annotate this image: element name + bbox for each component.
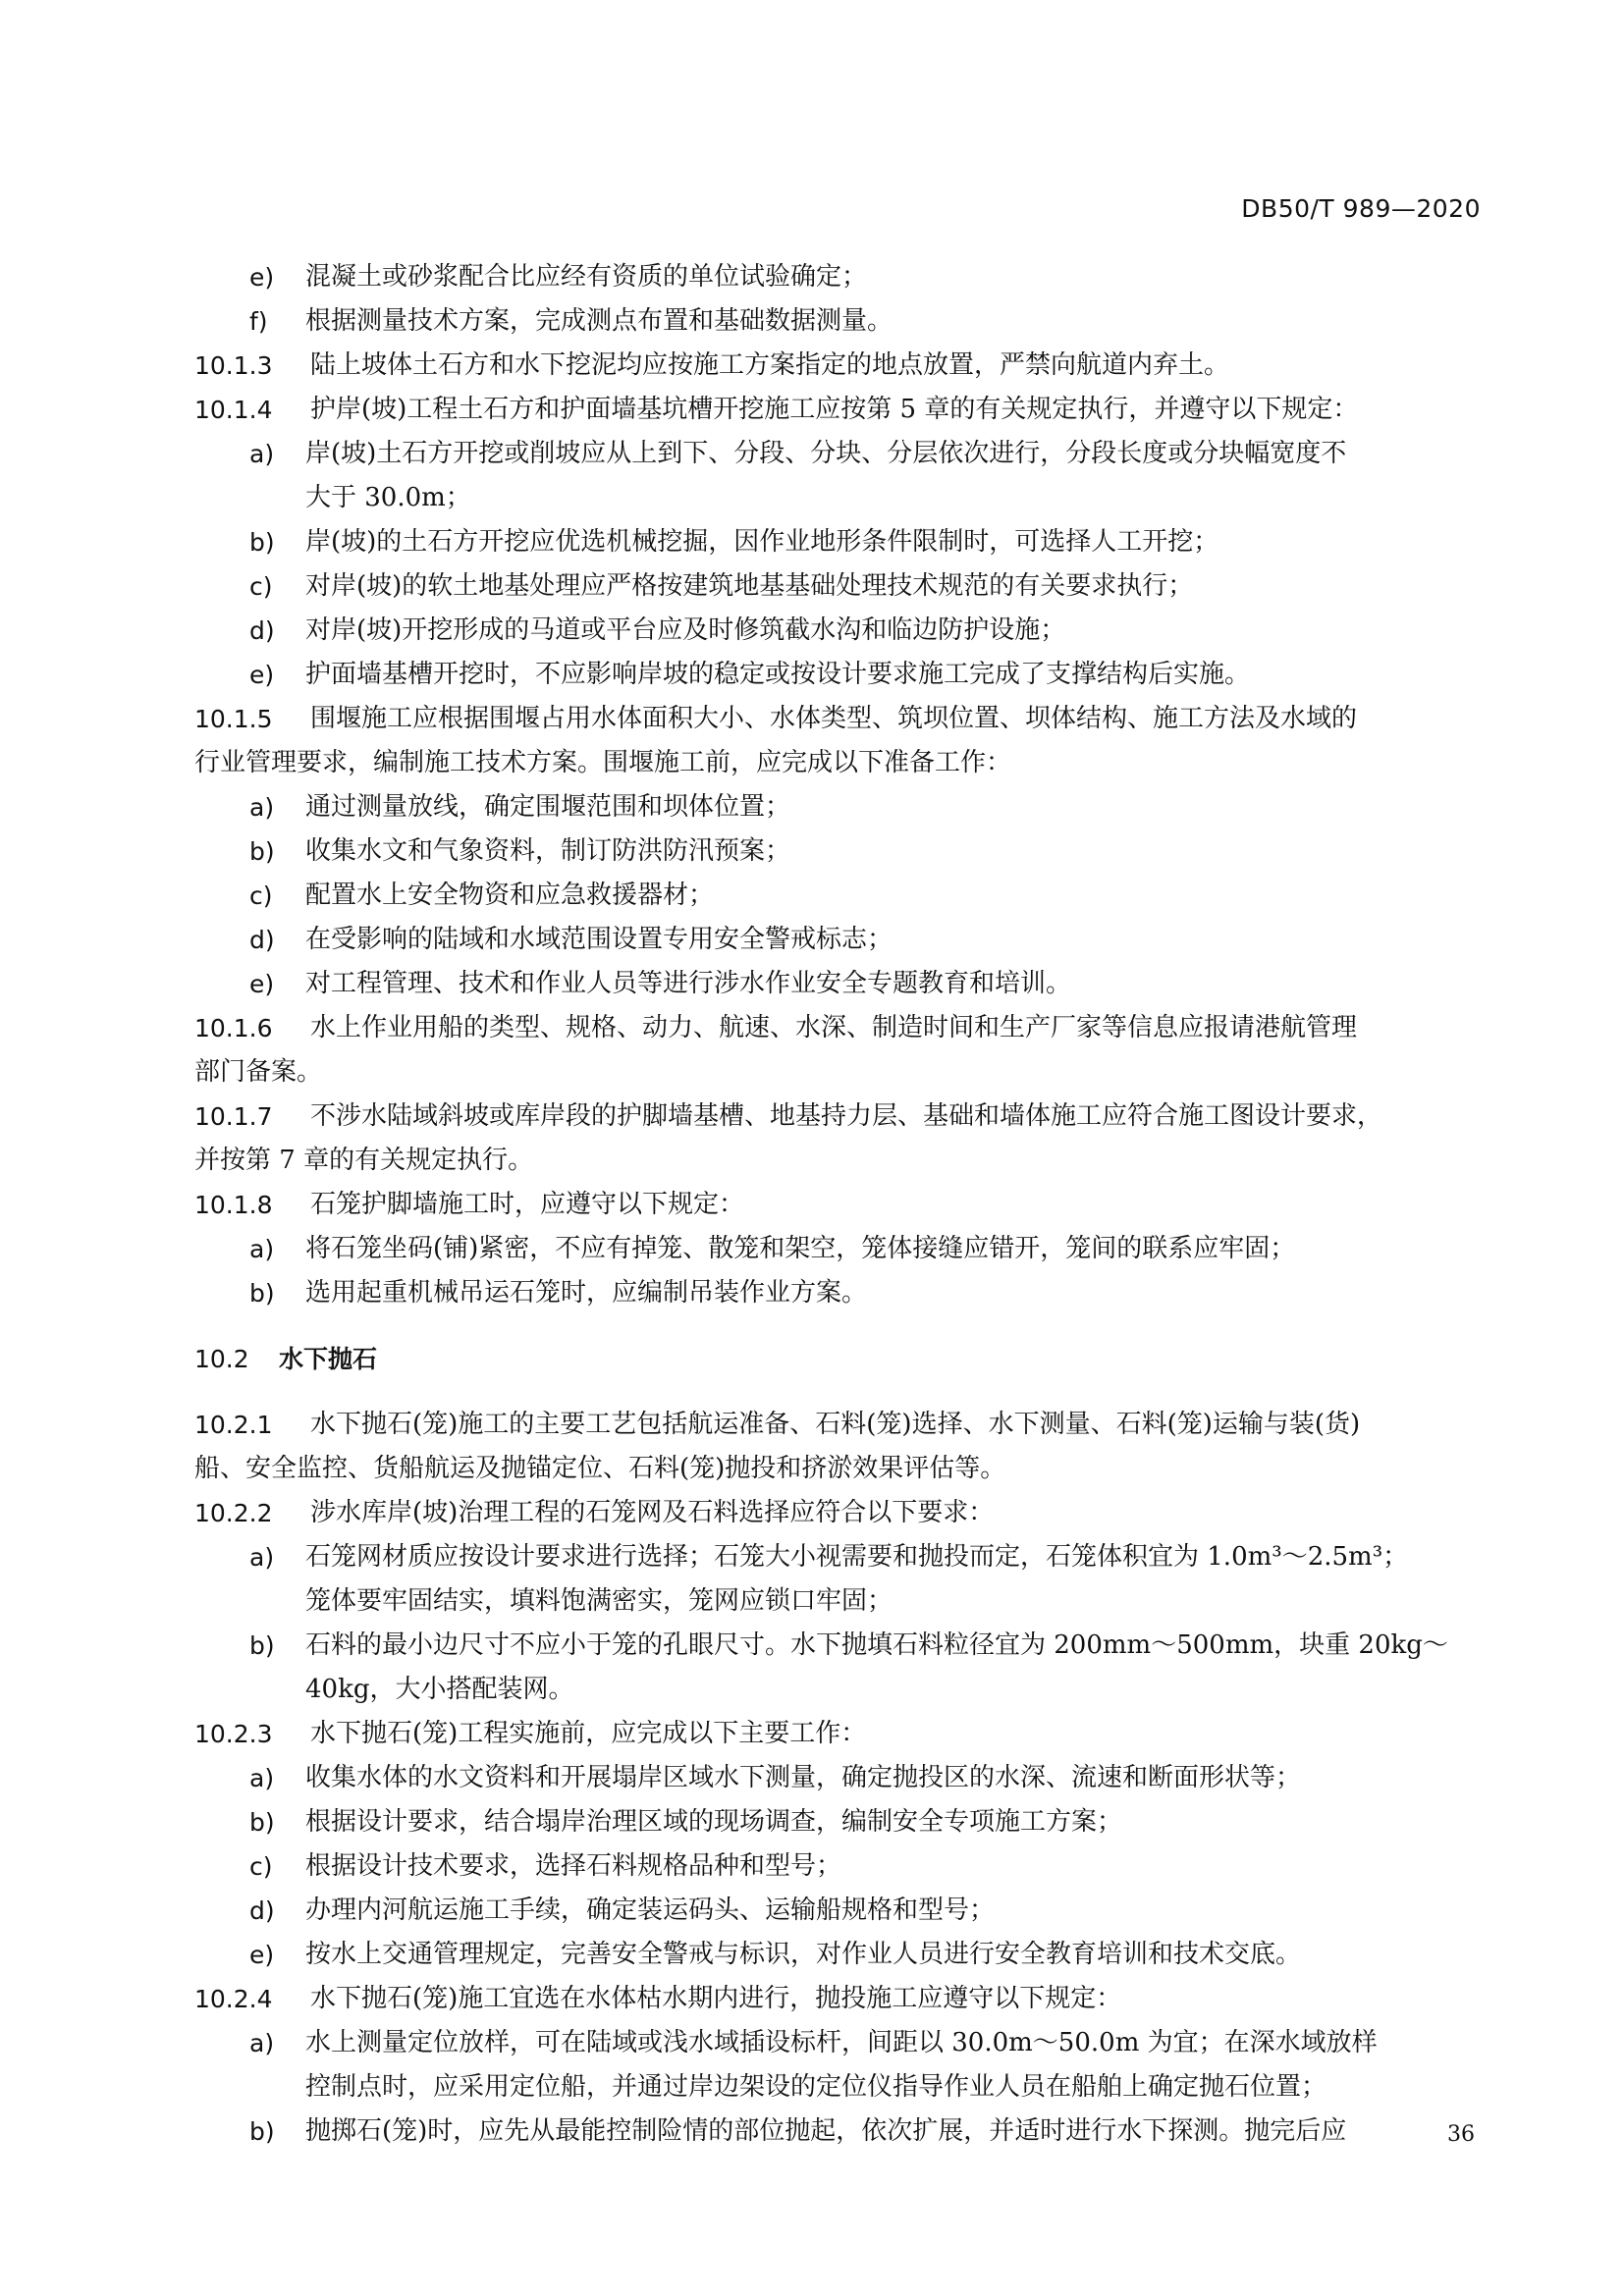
line-text: 水下抛石(笼)施工的主要工艺包括航运准备、石料(笼)选择、水下测量、石料(笼)运输与装(货)	[310, 1410, 1361, 1439]
list-item	[194, 609, 1481, 653]
line-text: 岸(坡)的土石方开挖应优选机械挖掘，因作业地形条件限制时，可选择人工开挖；	[305, 527, 1219, 557]
list-item	[194, 1227, 1481, 1271]
clause-line	[194, 1006, 1481, 1050]
list-item-label: b)	[249, 1279, 275, 1308]
list-item-label: d)	[249, 1896, 275, 1925]
list-item-label: b)	[249, 1631, 275, 1660]
clause-number: 10.1.8	[194, 1191, 273, 1219]
list-item	[194, 1271, 1481, 1315]
clause-number: 10.2.1	[194, 1411, 273, 1439]
line-text: 水上作业用船的类型、规格、动力、航速、水深、制造时间和生产厂家等信息应报请港航管理	[310, 1013, 1358, 1042]
clause-number: 10.1.4	[194, 396, 273, 424]
line-text: 围堰施工应根据围堰占用水体面积大小、水体类型、筑坝位置、坝体结构、施工方法及水域的	[310, 704, 1358, 733]
page-number: 36	[1447, 2122, 1475, 2147]
paragraph-gap	[194, 1381, 1481, 1403]
list-item-label: b)	[249, 528, 275, 557]
line-text: 护面墙基槽开挖时，不应影响岸坡的稳定或按设计要求施工完成了支撑结构后实施。	[305, 660, 1251, 689]
list-item-label: f)	[249, 307, 268, 336]
list-item-continuation	[194, 2065, 1481, 2109]
list-item	[194, 918, 1481, 962]
line-text: 收集水文和气象资料，制订防洪防汛预案；	[305, 836, 791, 866]
line-text: 大于 30.0m；	[305, 483, 471, 512]
clause-line	[194, 1977, 1481, 2021]
line-text: 办理内河航运施工手续，确定装运码头、运输船规格和型号；	[305, 1896, 996, 1925]
list-item	[194, 1933, 1481, 1977]
section-number: 10.2	[194, 1345, 249, 1373]
line-text: 岸(坡)土石方开挖或削坡应从上到下、分段、分块、分层依次进行，分段长度或分块幅宽度不	[305, 439, 1347, 468]
list-item	[194, 874, 1481, 918]
clause-line	[194, 344, 1481, 388]
section-title: 水下抛石	[279, 1345, 378, 1373]
list-item	[194, 1535, 1481, 1579]
clause-number: 10.1.5	[194, 705, 273, 733]
line-text: 并按第 7 章的有关规定执行。	[194, 1146, 534, 1175]
line-text: 对岸(坡)的软土地基处理应严格按建筑地基基础处理技术规范的有关要求执行；	[305, 571, 1194, 601]
list-item-label: e)	[249, 263, 275, 292]
line-text: 根据设计技术要求，选择石料规格品种和型号；	[305, 1851, 842, 1881]
clause-line	[194, 1491, 1481, 1535]
list-item	[194, 1624, 1481, 1668]
line-text: 行业管理要求，编制施工技术方案。围堰施工前，应完成以下准备工作：	[194, 748, 1012, 777]
list-item-label: a)	[249, 440, 275, 468]
list-item	[194, 962, 1481, 1006]
list-item-label: b)	[249, 2117, 275, 2146]
clause-continuation-line	[194, 1050, 1481, 1095]
list-item-label: a)	[249, 1235, 275, 1263]
list-item	[194, 1889, 1481, 1933]
list-item-label: b)	[249, 837, 275, 866]
line-text: 控制点时，应采用定位船，并通过岸边架设的定位仪指导作业人员在船舶上确定抛石位置；	[305, 2072, 1327, 2102]
clause-line	[194, 1403, 1481, 1447]
list-item	[194, 1844, 1481, 1889]
line-text: 配置水上安全物资和应急救援器材；	[305, 881, 715, 910]
line-text: 涉水库岸(坡)治理工程的石笼网及石料选择应符合以下要求：	[310, 1498, 995, 1527]
clause-number: 10.2.2	[194, 1499, 273, 1527]
clause-number: 10.1.7	[194, 1102, 273, 1131]
paragraph-gap	[194, 1315, 1481, 1337]
list-item	[194, 1800, 1481, 1844]
clause-continuation-line	[194, 1447, 1481, 1491]
line-text: 通过测量放线，确定围堰范围和坝体位置；	[305, 792, 791, 822]
list-item	[194, 255, 1481, 299]
list-item-label: a)	[249, 1543, 275, 1572]
line-text: 石笼网材质应按设计要求进行选择；石笼大小视需要和抛投而定，石笼体积宜为 1.0m³～2.5m³；	[305, 1542, 1409, 1572]
list-item	[194, 785, 1481, 829]
list-item-continuation	[194, 1668, 1481, 1712]
line-text: 水下抛石(笼)施工宜选在水体枯水期内进行，抛投施工应遵守以下规定：	[310, 1984, 1122, 2013]
line-text: 抛掷石(笼)时，应先从最能控制险情的部位抛起，依次扩展，并适时进行水下探测。抛完后应	[305, 2116, 1347, 2146]
list-item-label: e)	[249, 970, 275, 998]
list-item-label: c)	[249, 1852, 273, 1881]
section-heading	[194, 1337, 1481, 1381]
clause-number: 10.1.6	[194, 1014, 273, 1042]
line-text: 收集水体的水文资料和开展塌岸区域水下测量，确定抛投区的水深、流速和断面形状等；	[305, 1763, 1302, 1792]
clause-line	[194, 697, 1481, 741]
line-text: 部门备案。	[194, 1057, 323, 1087]
list-item-continuation	[194, 1579, 1481, 1624]
line-text: 根据测量技术方案，完成测点布置和基础数据测量。	[305, 306, 893, 336]
list-item-label: a)	[249, 2029, 275, 2057]
line-text: 选用起重机械吊运石笼时，应编制吊装作业方案。	[305, 1278, 868, 1308]
list-item	[194, 1756, 1481, 1800]
list-item	[194, 432, 1481, 476]
list-item-label: e)	[249, 1941, 275, 1969]
line-text: 陆上坡体土石方和水下挖泥均应按施工方案指定的地点放置，严禁向航道内弃土。	[310, 350, 1230, 380]
list-item-label: b)	[249, 1808, 275, 1837]
line-text: 在受影响的陆域和水域范围设置专用安全警戒标志；	[305, 925, 893, 954]
document-code: DB50/T 989—2020	[1241, 194, 1481, 223]
list-item-label: e)	[249, 661, 275, 689]
line-text: 石笼护脚墙施工时，应遵守以下规定：	[310, 1190, 745, 1219]
list-item	[194, 653, 1481, 697]
clause-line	[194, 1095, 1481, 1139]
list-item-continuation	[194, 476, 1481, 520]
clause-line	[194, 1183, 1481, 1227]
line-text: 按水上交通管理规定，完善安全警戒与标识，对作业人员进行安全教育培训和技术交底。	[305, 1940, 1302, 1969]
clause-number: 10.2.3	[194, 1720, 273, 1748]
document-body	[194, 255, 1481, 2154]
line-text: 水上测量定位放样，可在陆域或浅水域插设标杆，间距以 30.0m～50.0m 为宜；在深水域放样	[305, 2028, 1378, 2057]
list-item	[194, 2021, 1481, 2065]
clause-number: 10.1.3	[194, 351, 273, 380]
list-item	[194, 299, 1481, 344]
clause-continuation-line	[194, 741, 1481, 785]
line-text: 船、安全监控、货船航运及抛锚定位、石料(笼)抛投和挤淤效果评估等。	[194, 1454, 1006, 1483]
list-item	[194, 829, 1481, 874]
list-item-label: d)	[249, 926, 275, 954]
list-item-label: c)	[249, 572, 273, 601]
line-text: 护岸(坡)工程土石方和护面墙基坑槽开挖施工应按第 5 章的有关规定执行，并遵守以下规定：	[310, 395, 1359, 424]
clause-line	[194, 388, 1481, 432]
clause-continuation-line	[194, 1139, 1481, 1183]
line-text: 石料的最小边尺寸不应小于笼的孔眼尺寸。水下抛填石料粒径宜为 200mm～500mm，块重 20kg～	[305, 1630, 1448, 1660]
line-text: 水下抛石(笼)工程实施前，应完成以下主要工作：	[310, 1719, 867, 1748]
list-item-label: a)	[249, 793, 275, 822]
line-text: 对工程管理、技术和作业人员等进行涉水作业安全专题教育和培训。	[305, 969, 1072, 998]
line-text: 对岸(坡)开挖形成的马道或平台应及时修筑截水沟和临边防护设施；	[305, 615, 1066, 645]
list-item	[194, 2109, 1481, 2154]
list-item-label: c)	[249, 881, 273, 910]
line-text: 将石笼坐码(铺)紧密，不应有掉笼、散笼和架空，笼体接缝应错开，笼间的联系应牢固；	[305, 1234, 1296, 1263]
line-text: 根据设计要求，结合塌岸治理区域的现场调查，编制安全专项施工方案；	[305, 1807, 1123, 1837]
line-text: 40kg，大小搭配装网。	[305, 1675, 574, 1704]
line-text: 混凝土或砂浆配合比应经有资质的单位试验确定；	[305, 262, 868, 292]
clause-line	[194, 1712, 1481, 1756]
line-text: 不涉水陆域斜坡或库岸段的护脚墙基槽、地基持力层、基础和墙体施工应符合施工图设计要求，	[310, 1101, 1383, 1131]
list-item	[194, 564, 1481, 609]
list-item-label: a)	[249, 1764, 275, 1792]
clause-number: 10.2.4	[194, 1985, 273, 2013]
list-item	[194, 520, 1481, 564]
line-text: 笼体要牢固结实，填料饱满密实，笼网应锁口牢固；	[305, 1586, 893, 1616]
list-item-label: d)	[249, 616, 275, 645]
